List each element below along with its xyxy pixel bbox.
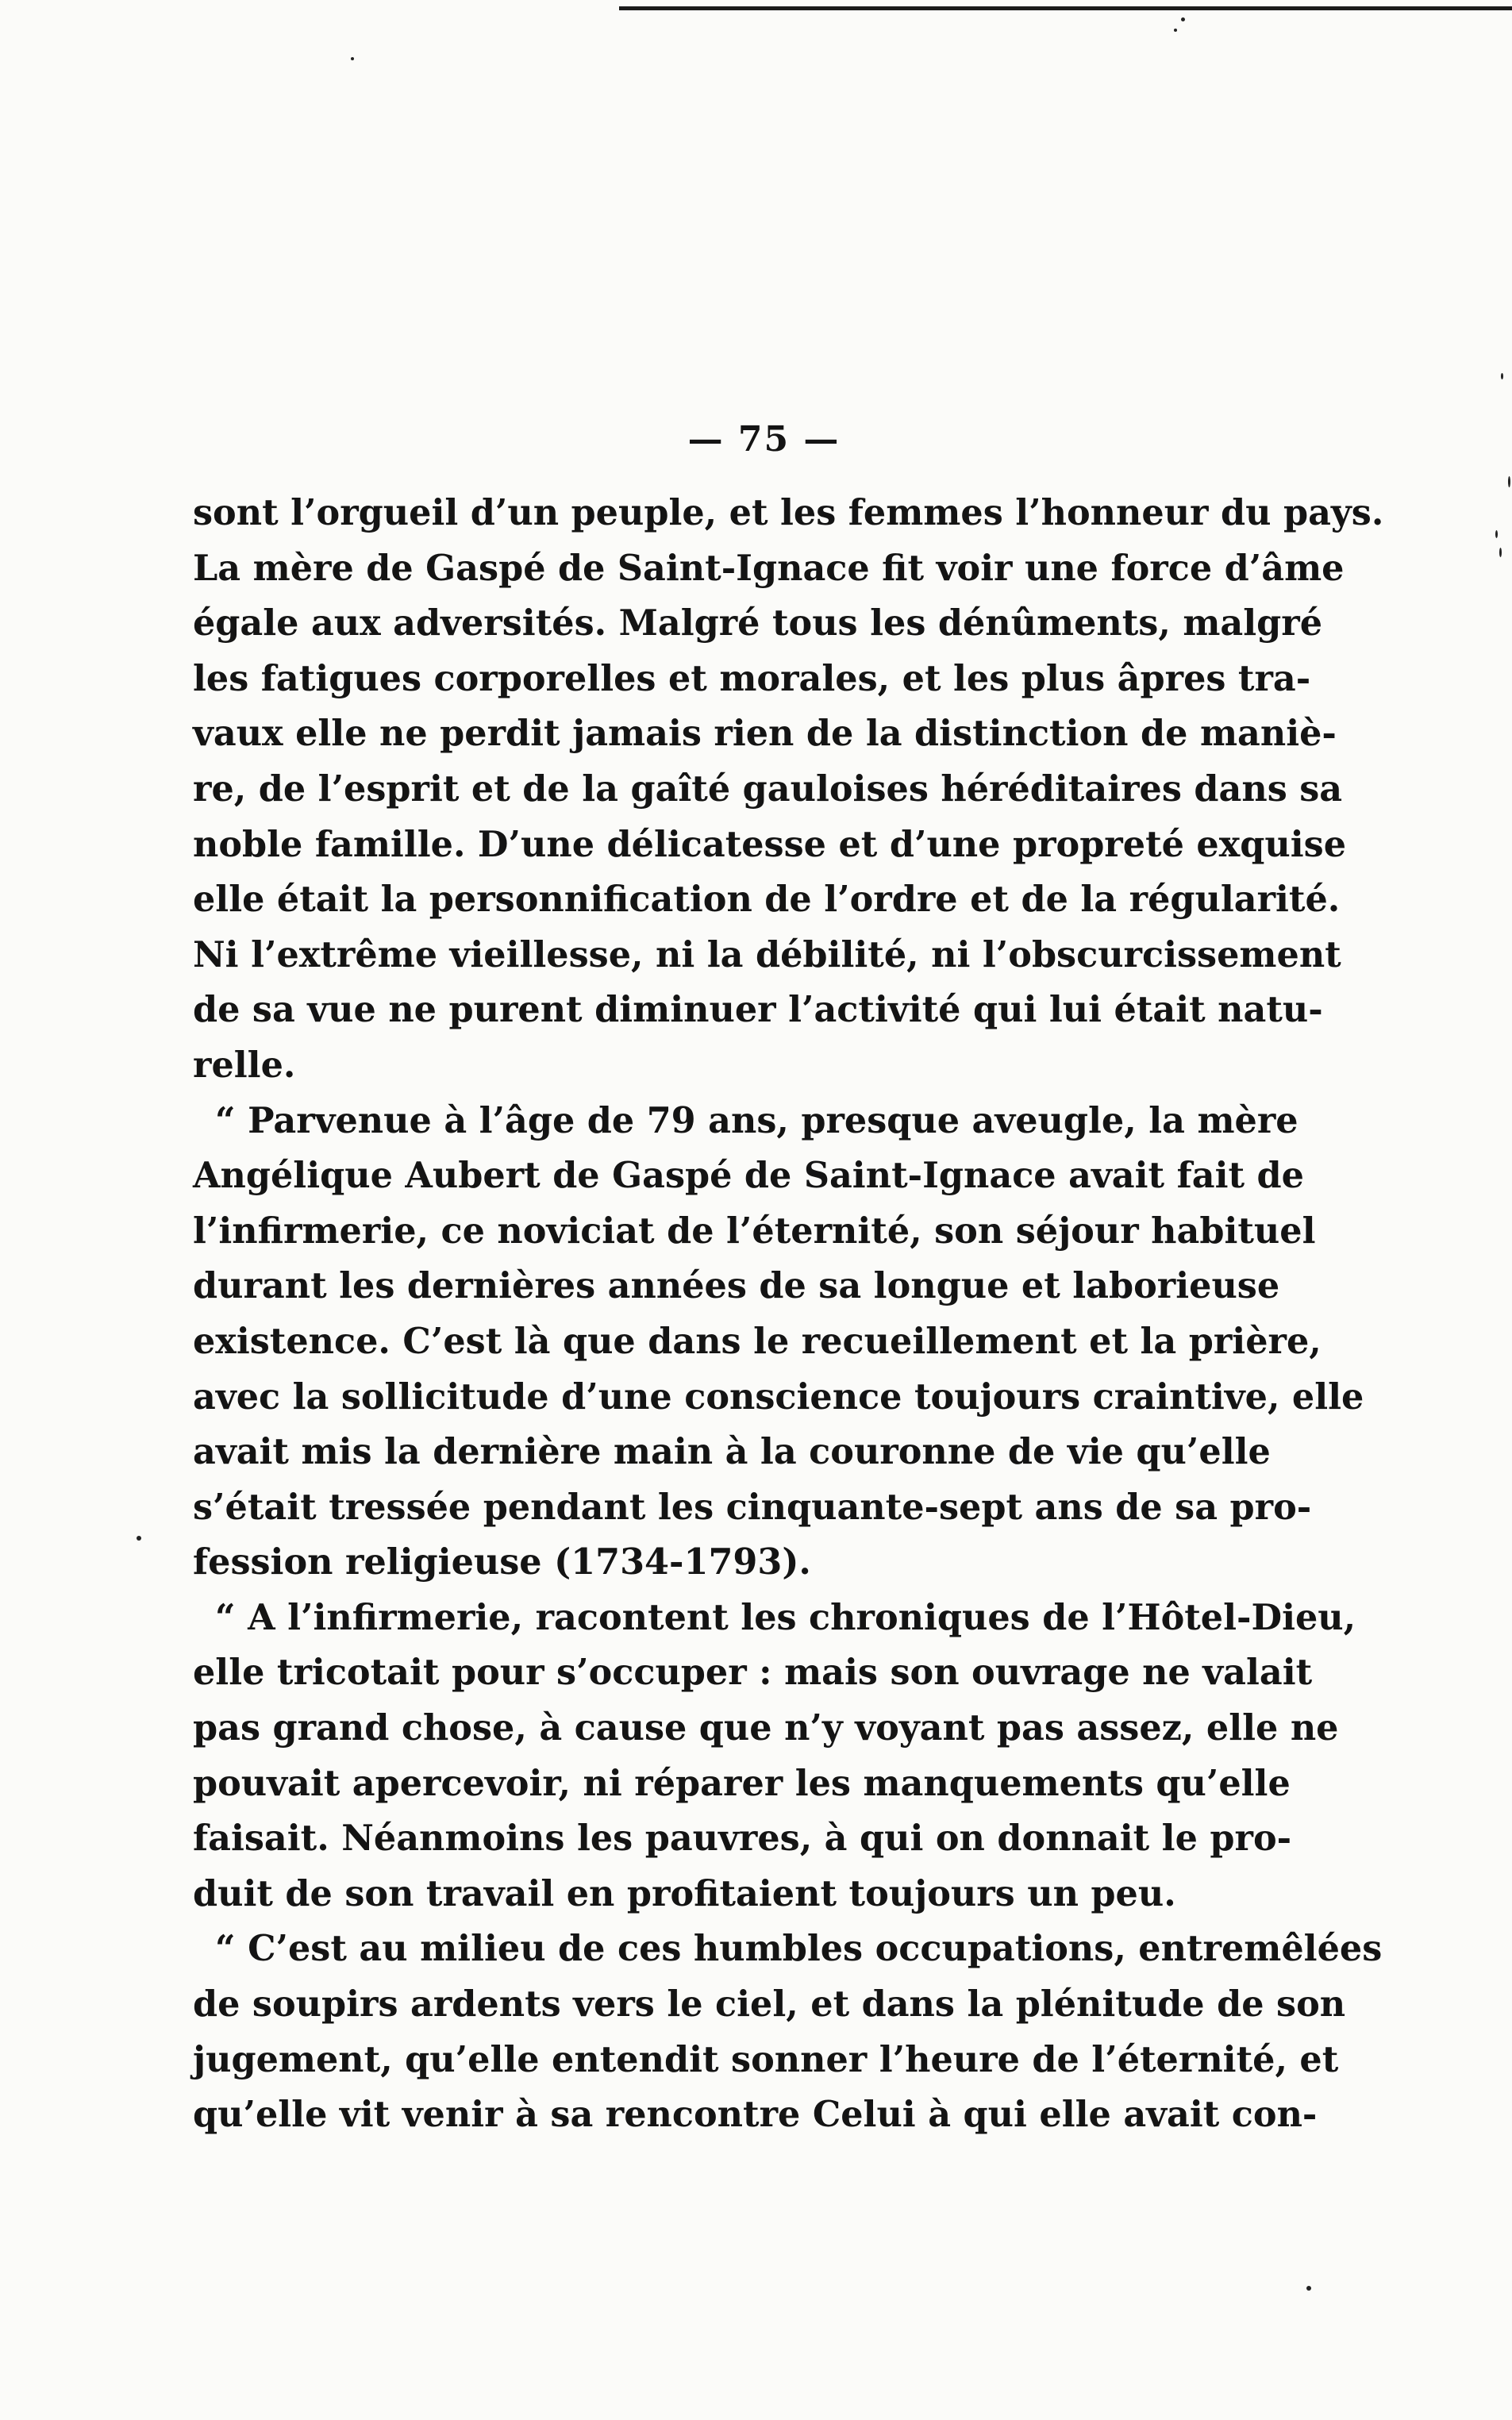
text-line: s’était tressée pendant les cinquante-sept ans de sa pro- bbox=[193, 1486, 1312, 1528]
body-text bbox=[193, 486, 1384, 2143]
text-line: relle. bbox=[193, 1044, 296, 1086]
text-line: “ A l’infirmerie, racontent les chroniques de l’Hôtel-Dieu, bbox=[215, 1596, 1356, 1638]
text-line: faisait. Néanmoins les pauvres, à qui on donnait le pro- bbox=[193, 1818, 1292, 1860]
text-line: elle était la personnification de l’ordre et de la régularité. bbox=[193, 879, 1341, 921]
text-line: existence. C’est là que dans le recueillement et la prière, bbox=[193, 1320, 1322, 1362]
text-line: pas grand chose, à cause que n’y voyant pas assez, elle ne bbox=[193, 1707, 1339, 1749]
page-number: — 75 — bbox=[687, 419, 841, 460]
text-line: pouvait apercevoir, ni réparer les manquements qu’elle bbox=[193, 1762, 1291, 1804]
text-line: “ Parvenue à l’âge de 79 ans, presque aveugle, la mère bbox=[215, 1099, 1298, 1141]
text-line: de sa vue ne purent diminuer l’activité qui lui était natu- bbox=[193, 989, 1323, 1031]
text-line: La mère de Gaspé de Saint-Ignace fit voir une force d’âme bbox=[193, 547, 1345, 589]
speck-mark bbox=[1495, 530, 1498, 538]
text-line: duit de son travail en profitaient toujours un peu. bbox=[193, 1872, 1176, 1914]
text-line: re, de l’esprit et de la gaîté gauloises héréditaires dans sa bbox=[193, 768, 1343, 810]
text-line: durant les dernières années de sa longue et laborieuse bbox=[193, 1265, 1280, 1307]
text-line: sont l’orgueil d’un peuple, et les femmes l’honneur du pays. bbox=[193, 492, 1384, 533]
text-line: elle tricotait pour s’occuper : mais son ouvrage ne valait bbox=[193, 1652, 1313, 1694]
text-line: égale aux adversités. Malgré tous les dénûments, malgré bbox=[193, 602, 1323, 644]
text-line: “ C’est au milieu de ces humbles occupations, entremêlées bbox=[215, 1928, 1383, 1970]
text-line: avait mis la dernière main à la couronne de vie qu’elle bbox=[193, 1431, 1271, 1473]
text-line: l’infirmerie, ce noviciat de l’éternité, son séjour habituel bbox=[193, 1210, 1316, 1252]
text-line: Angélique Aubert de Gaspé de Saint-Ignace avait fait de bbox=[193, 1155, 1304, 1197]
speck-mark bbox=[1501, 373, 1503, 379]
text-line: Ni l’extrême vieillesse, ni la débilité, ni l’obscurcissement bbox=[193, 933, 1341, 975]
speck-mark bbox=[1181, 17, 1185, 21]
speck-mark bbox=[1306, 2286, 1311, 2291]
text-line: les fatigues corporelles et morales, et les plus âpres tra- bbox=[193, 657, 1311, 699]
text-line: jugement, qu’elle entendit sonner l’heure de l’éternité, et bbox=[193, 2038, 1339, 2080]
text-line: de soupirs ardents vers le ciel, et dans la plénitude de son bbox=[193, 1983, 1346, 2026]
text-line: avec la sollicitude d’une conscience toujours craintive, elle bbox=[193, 1375, 1364, 1418]
top-border-rule bbox=[619, 6, 1512, 10]
text-line: vaux elle ne perdit jamais rien de la distinction de maniè- bbox=[193, 713, 1337, 755]
text-line: noble famille. D’une délicatesse et d’une propreté exquise bbox=[193, 823, 1347, 865]
speck-mark bbox=[1508, 476, 1510, 487]
speck-mark bbox=[1499, 548, 1502, 557]
text-line: qu’elle vit venir à sa rencontre Celui à qui elle avait con- bbox=[193, 2094, 1318, 2136]
speck-mark bbox=[137, 1536, 141, 1541]
speck-mark bbox=[1174, 29, 1177, 32]
text-line: fession religieuse (1734-1793). bbox=[193, 1541, 811, 1583]
speck-mark bbox=[351, 57, 354, 60]
